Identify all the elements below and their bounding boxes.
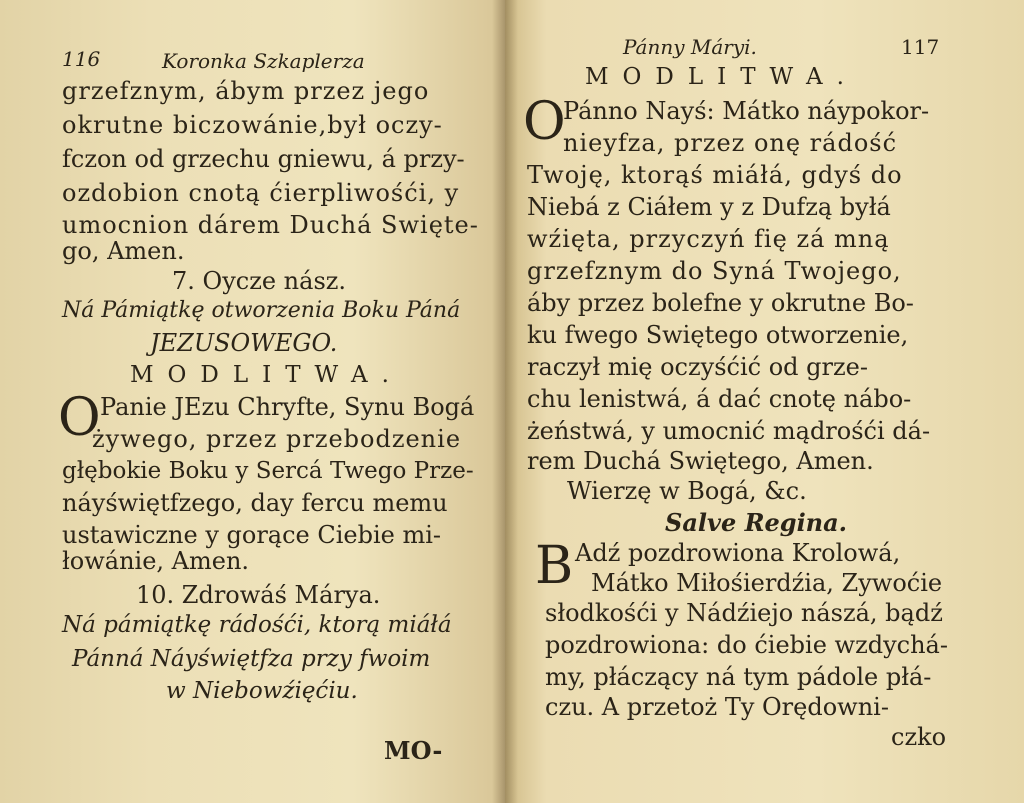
text-line: ozdobion cnotą ćierpliwośći, y <box>62 179 460 207</box>
section-heading: Ná Pámiątkę otworzenia Boku Páná <box>62 298 461 323</box>
section-heading: w Niebowźięćiu. <box>166 678 358 704</box>
drop-cap: O <box>58 388 101 448</box>
text-line: áby przez bolefne y okrutne Bo- <box>527 289 914 317</box>
text-line: grzefznym, ábym przez jego <box>62 77 430 105</box>
section-heading: Salve Regina. <box>665 508 848 537</box>
text-line: żeństwá, y umocnić mądrośći dá- <box>527 417 931 445</box>
text-line: náyświętfzego, day fercu memu <box>62 489 448 517</box>
text-line: żywego, przez przebodzenie <box>92 425 462 453</box>
catchword: czko <box>891 723 947 751</box>
text-line: łowánie, Amen. <box>62 547 250 575</box>
text-line: pozdrowiona: do ćiebie wzdychá- <box>545 631 948 659</box>
left-page <box>0 0 505 803</box>
text-line: Panie JEzu Chryfte, Synu Bogá <box>100 393 475 421</box>
prayer-count: 7. Oycze nász. <box>172 267 347 295</box>
text-line: umocnion dárem Duchá Swięte- <box>62 211 479 239</box>
text-line: grzefznym do Syná Twojego, <box>527 257 902 285</box>
section-heading: Pánná Náyświętfza przy fwoim <box>72 646 431 672</box>
section-heading: JEZUSOWEGO. <box>150 329 338 357</box>
section-heading: Ná pámiątkę rádośći, ktorą miáłá <box>62 612 452 638</box>
prayer-title: MODLITWA. <box>130 362 403 388</box>
book-gutter <box>492 0 518 803</box>
right-page <box>505 0 1024 803</box>
text-line: fczon od grzechu gniewu, á przy- <box>62 145 465 173</box>
running-head: Pánny Máryi. <box>623 35 757 59</box>
text-line: Adź pozdrowiona Krolowá, <box>575 539 901 567</box>
creed-line: Wierzę w Bogá, &c. <box>567 477 807 505</box>
running-head: Koronka Szkaplerza <box>162 49 365 73</box>
text-line: nieyfza, przez onę rádość <box>563 129 898 157</box>
text-line: chu lenistwá, á dać cnotę nábo- <box>527 385 912 413</box>
prayer-title: MODLITWA. <box>585 64 858 90</box>
text-line: głębokie Boku y Sercá Twego Prze- <box>62 458 474 484</box>
page-number: 116 <box>62 47 101 71</box>
drop-cap: O <box>523 92 566 152</box>
text-line: raczył mię oczyśćić od grze- <box>527 353 868 381</box>
drop-cap: B <box>535 536 574 596</box>
text-line: Twoję, ktorąś miáłá, gdyś do <box>527 161 903 189</box>
text-line: ku fwego Swiętego otworzenie, <box>527 321 909 349</box>
text-line: Niebá z Ciáłem y z Dufzą byłá <box>527 193 891 221</box>
text-line: ustawiczne y gorące Ciebie mi- <box>62 521 442 549</box>
page-number: 117 <box>901 35 940 59</box>
text-line: wźięta, przyczyń fię zá mną <box>527 225 890 253</box>
catchword: MO- <box>384 736 443 765</box>
text-line: czu. A przetoż Ty Orędowni- <box>545 693 889 721</box>
text-line: Pánno Nayś: Mátko náypokor- <box>563 97 930 125</box>
prayer-count: 10. Zdrowáś Márya. <box>136 581 381 609</box>
text-line: go, Amen. <box>62 237 185 265</box>
text-line: słodkośći y Nádźiejo nászá, bądź <box>545 599 943 627</box>
text-line: okrutne biczowánie,był oczy- <box>62 111 443 139</box>
text-line: my, płáczący ná tym pádole płá- <box>545 663 932 691</box>
text-line: Mátko Miłośierdźia, Zywoćie <box>591 569 943 597</box>
text-line: rem Duchá Swiętego, Amen. <box>527 447 874 475</box>
